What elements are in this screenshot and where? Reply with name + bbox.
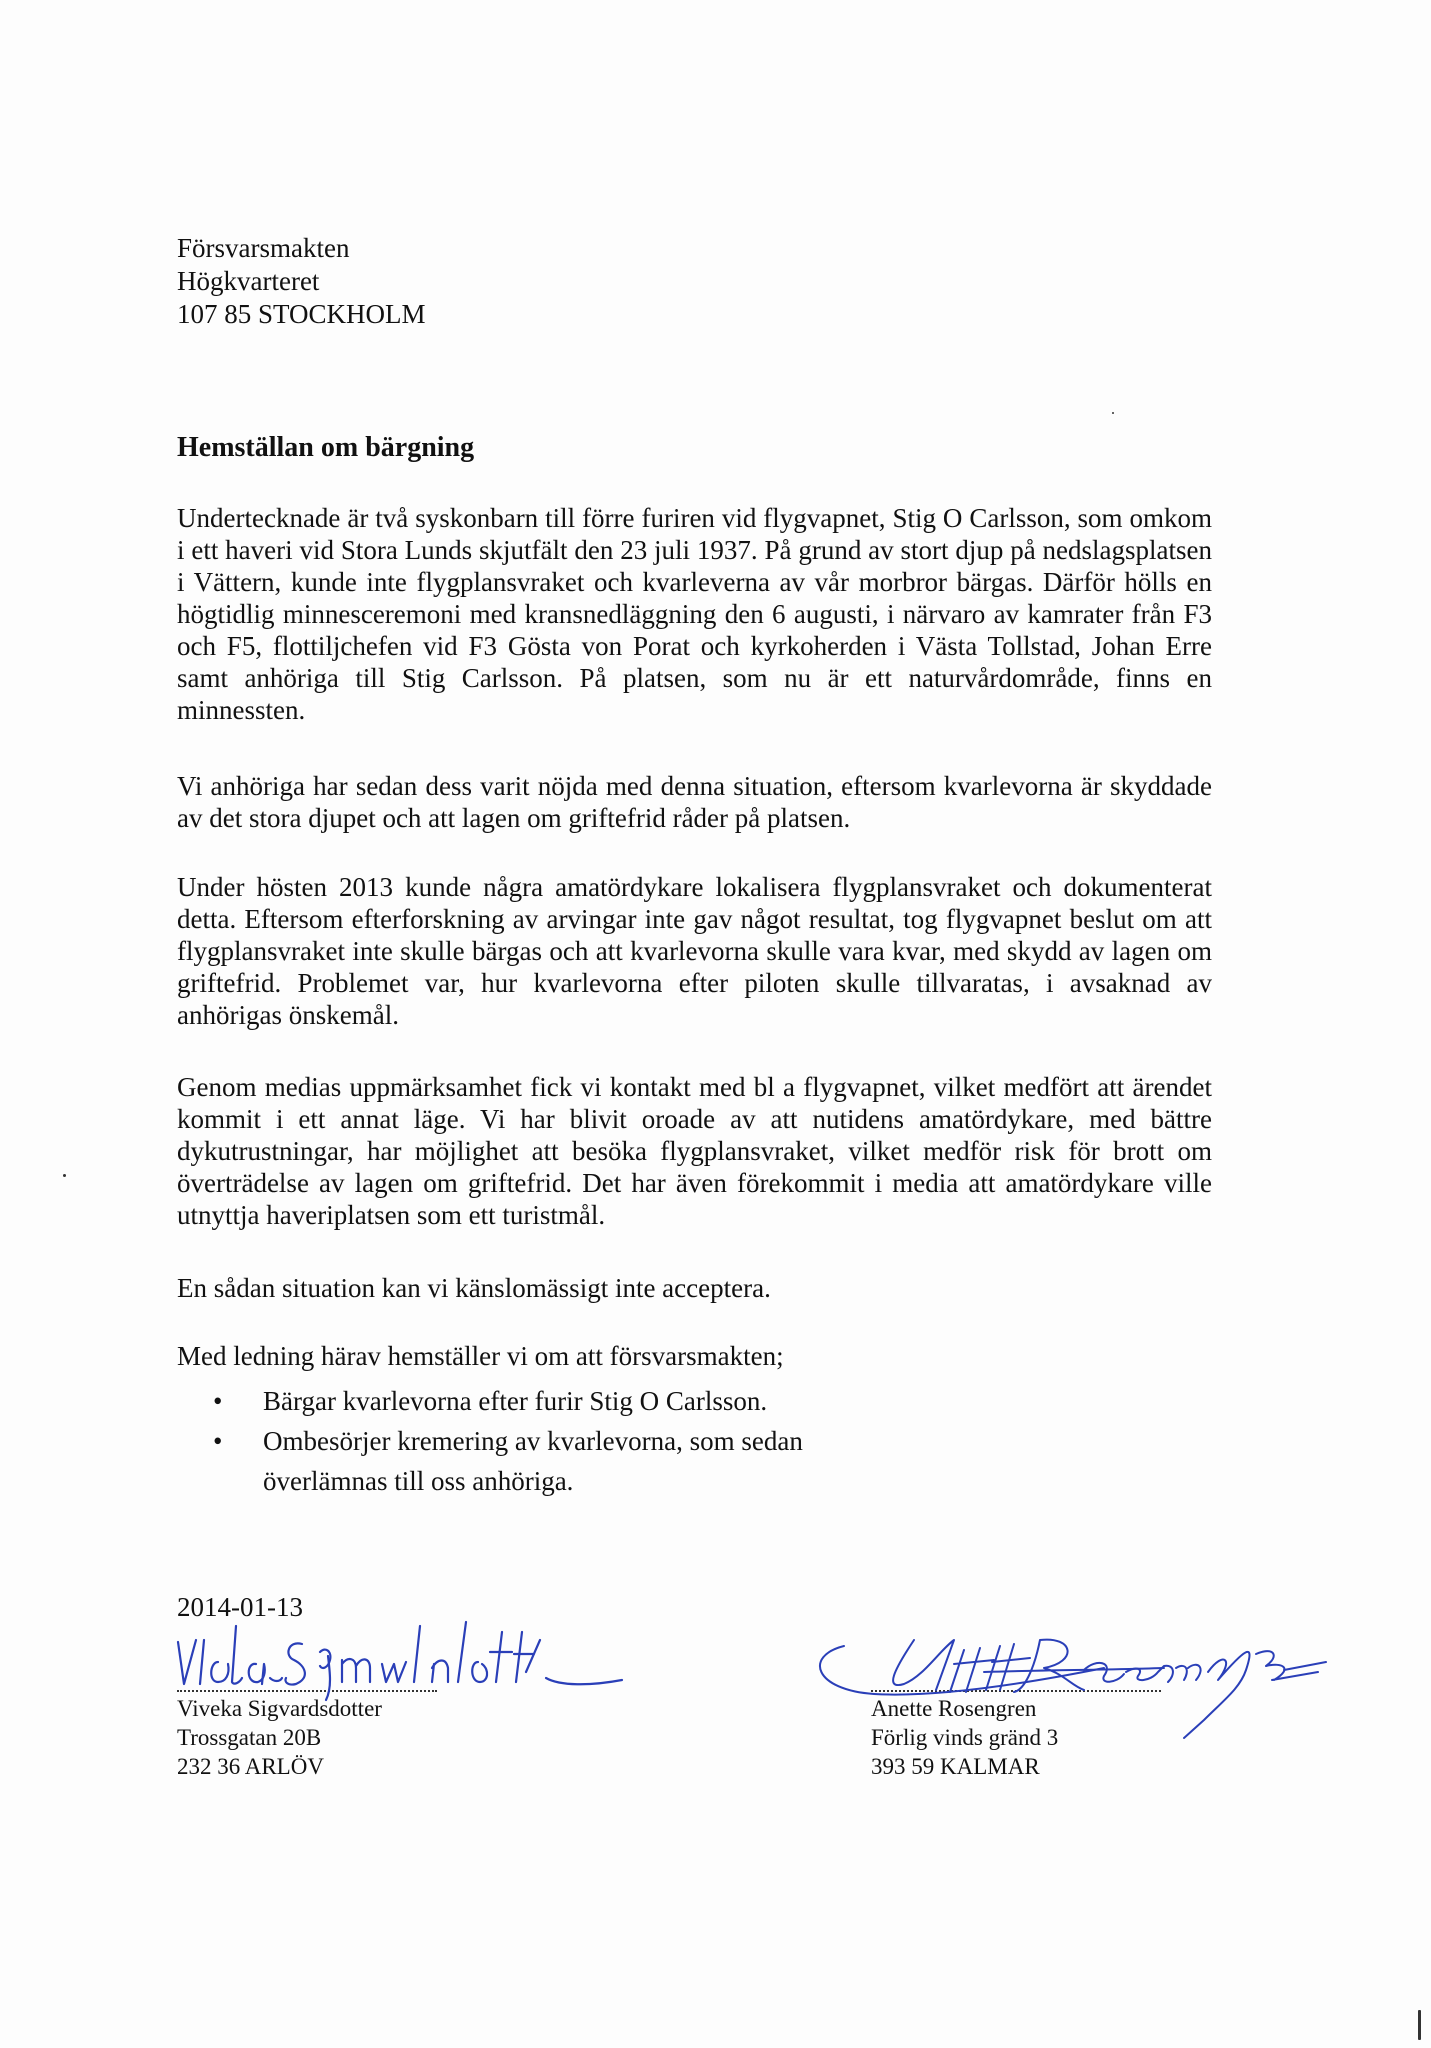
scan-speck	[1112, 412, 1114, 414]
paragraph-4: Genom medias uppmärksamhet fick vi kontakt med bl a flygvapnet, vilket medfört att ärendet kommit i ett annat läge. Vi har blivit oroade av att nutidens amatördykare, med bättre dykutrustningar, har möjlighet att besöka flygplansvraket, vilket medför risk för brott om överträdelse av lagen om griftefrid. Det har även förekommit i media att amatördykare ville utnyttja haveriplatsen som ett turistmål.	[177, 1072, 1212, 1230]
signatory-street: Trossgatan 20B	[177, 1725, 322, 1750]
signatory-street: Förlig vinds gränd 3	[871, 1725, 1059, 1750]
signatory-city: 393 59 KALMAR	[871, 1754, 1040, 1779]
paragraph-3: Under hösten 2013 kunde några amatördykare lokalisera flygplansvraket och dokumenterat detta. Eftersom efterforskning av arvingar inte gav något resultat, tog flygvapnet beslut om att flygplansvraket inte skulle bärgas och att kvarlevorna skulle vara kvar, med skydd av lagen om griftefrid. Problemet var, hur kvarlevorna efter piloten skulle tillvaratas, i avsaknad av anhörigas önskemål.	[177, 872, 1212, 1030]
recipient-unit: Högkvarteret	[177, 266, 320, 296]
recipient-address	[177, 232, 1212, 331]
letter-date: 2014-01-13	[177, 1592, 303, 1622]
signatory-name: Anette Rosengren	[871, 1696, 1037, 1721]
signatory-left	[177, 1694, 382, 1781]
list-item	[213, 1381, 913, 1421]
scan-edge-mark	[1418, 2010, 1421, 2040]
scan-speck	[63, 1174, 66, 1177]
paragraph-5: En sådan situation kan vi känslomässigt inte acceptera.	[177, 1273, 771, 1303]
list-item-text: Ombesörjer kremering av kvarlevorna, som sedan överlämnas till oss anhöriga.	[263, 1426, 803, 1496]
request-list	[213, 1381, 913, 1501]
letter-heading: Hemställan om bärgning	[177, 432, 475, 463]
paragraph-1: Undertecknade är två syskonbarn till förre furiren vid flygvapnet, Stig O Carlsson, som omkom i ett haveri vid Stora Lunds skjutfält den 23 juli 1937. På grund av stort djup på nedslagsplatsen i Vättern, kunde inte flygplansvraket och kvarleverna av vår morbror bärgas. Därför hölls en högtidlig minnesceremoni med kransnedläggning den 6 augusti, i närvaro av kamrater från F3 och F5, flottiljchefen vid F3 Gösta von Porat och kyrkoherden i Västa Tollstad, Johan Erre samt anhöriga till Stig Carlsson. På platsen, som nu är ett naturvårdområde, finns en minnessten.	[177, 503, 1212, 725]
bullet-icon: •	[213, 1386, 223, 1416]
recipient-postal: 107 85 STOCKHOLM	[177, 299, 426, 329]
list-item-text: Bärgar kvarlevorna efter furir Stig O Carlsson.	[263, 1386, 768, 1416]
handwritten-signature-left	[170, 1612, 630, 1702]
signatory-right	[871, 1694, 1058, 1781]
paragraph-6: Med ledning härav hemställer vi om att försvarsmakten;	[177, 1341, 784, 1371]
signatory-name: Viveka Sigvardsdotter	[177, 1696, 382, 1721]
bullet-icon: •	[213, 1426, 223, 1456]
signatory-city: 232 36 ARLÖV	[177, 1754, 324, 1779]
list-item	[213, 1421, 913, 1501]
recipient-org: Försvarsmakten	[177, 233, 350, 263]
paragraph-2: Vi anhöriga har sedan dess varit nöjda med denna situation, eftersom kvarlevorna är skyddade av det stora djupet och att lagen om griftefrid råder på platsen.	[177, 771, 1212, 833]
